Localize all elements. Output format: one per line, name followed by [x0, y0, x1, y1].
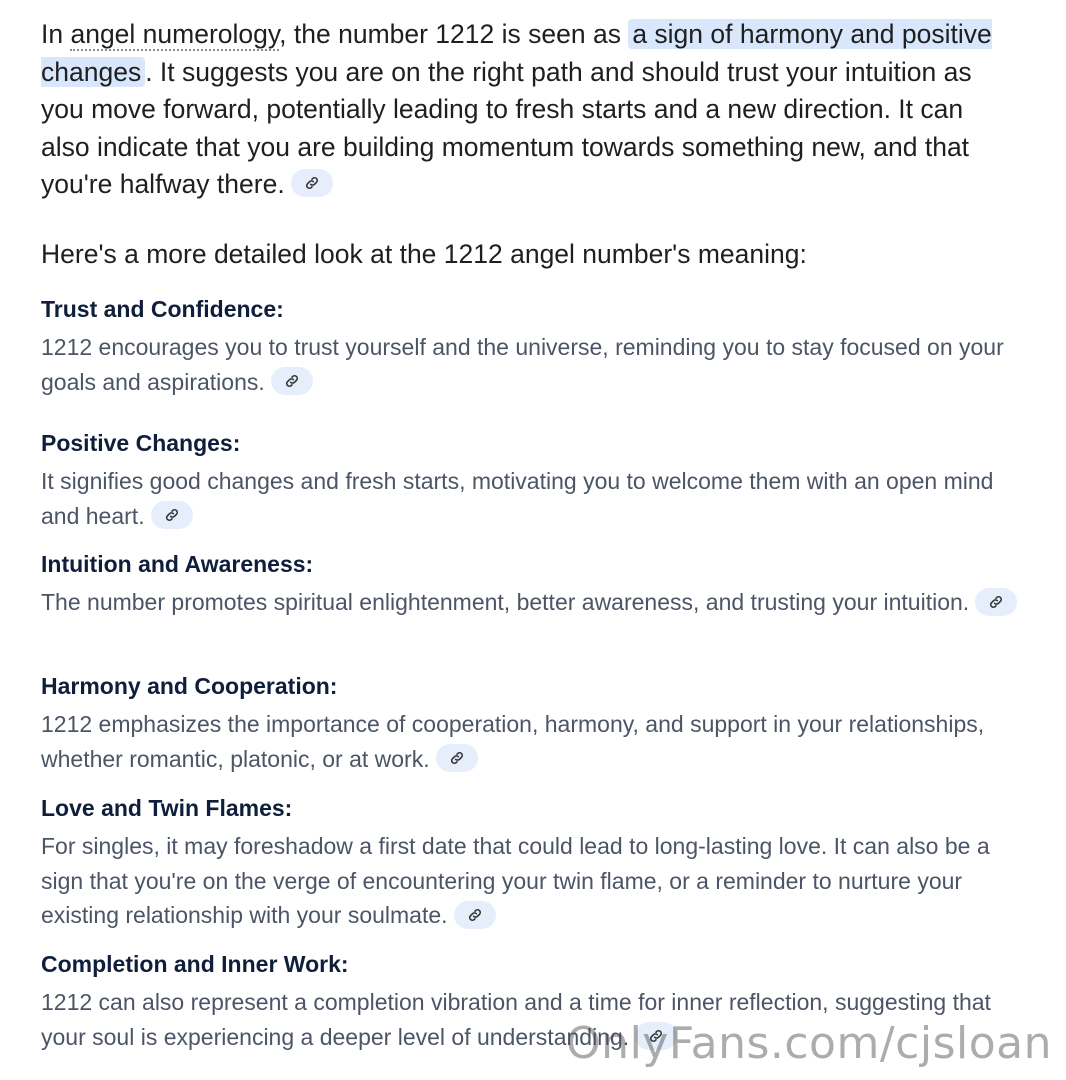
highlighted-phrase: a sign of harmony and positive changes	[41, 19, 992, 87]
lead-sentence: Here's a more detailed look at the 1212 angel number's meaning:	[41, 239, 807, 269]
section-body-text: It signifies good changes and fresh starts, motivating you to welcome them with an open mind and heart.	[41, 468, 994, 529]
section-heading: Love and Twin Flames:	[41, 795, 293, 821]
link-icon	[304, 175, 320, 191]
source-link-button[interactable]	[291, 169, 333, 197]
section-body-text: 1212 encourages you to trust yourself and the universe, reminding you to stay focused on your goals and aspirations.	[41, 334, 1004, 395]
angel-numerology-link[interactable]: angel numerology	[70, 19, 280, 49]
intro-paragraph	[41, 16, 1001, 204]
section-body	[41, 585, 1031, 620]
intro-text-before: In	[41, 19, 71, 49]
section-body	[41, 707, 1031, 776]
section-harmony-cooperation	[41, 671, 1031, 776]
section-body-text: The number promotes spiritual enlightenment, better awareness, and trusting your intuition.	[41, 589, 970, 615]
section-heading: Harmony and Cooperation:	[41, 673, 338, 699]
link-icon	[467, 907, 483, 923]
section-body-text: 1212 can also represent a completion vibration and a time for inner reflection, suggesting that your soul is experiencing a deeper level of understanding.	[41, 989, 991, 1050]
source-link-button[interactable]	[975, 588, 1017, 616]
section-heading: Intuition and Awareness:	[41, 551, 314, 577]
section-body	[41, 829, 1031, 933]
section-body-text: 1212 emphasizes the importance of cooperation, harmony, and support in your relationships, whether romantic, platonic, or at work.	[41, 711, 985, 772]
link-icon	[284, 373, 300, 389]
source-link-button[interactable]	[151, 501, 193, 529]
source-link-button[interactable]	[271, 367, 313, 395]
link-icon	[164, 507, 180, 523]
section-heading: Positive Changes:	[41, 430, 241, 456]
intro-text-after: . It suggests you are on the right path and should trust your intuition as you move forward, potentially leading to fresh starts and a new direction. It can also indicate that you are building momentum towards something new, and that you're halfway there.	[41, 56, 972, 199]
section-positive-changes	[41, 428, 1031, 533]
section-trust-confidence	[41, 294, 1031, 399]
section-intuition-awareness	[41, 549, 1031, 620]
watermark: OnlyFans.com/cjsloan	[566, 1018, 1052, 1069]
section-body	[41, 464, 1031, 533]
source-link-button[interactable]	[436, 744, 478, 772]
section-heading: Completion and Inner Work:	[41, 951, 349, 977]
link-icon	[449, 750, 465, 766]
link-icon	[988, 594, 1004, 610]
intro-text-middle: , the number 1212 is seen as	[279, 19, 629, 49]
section-heading: Trust and Confidence:	[41, 296, 284, 322]
section-body-text: For singles, it may foreshadow a first date that could lead to long-lasting love. It can also be a sign that you're on the verge of encountering your twin flame, or a reminder to nurture your existing relationship with your soulmate.	[41, 833, 990, 928]
source-link-button[interactable]	[454, 901, 496, 929]
section-love-twin-flames	[41, 793, 1031, 933]
section-body	[41, 330, 1031, 399]
